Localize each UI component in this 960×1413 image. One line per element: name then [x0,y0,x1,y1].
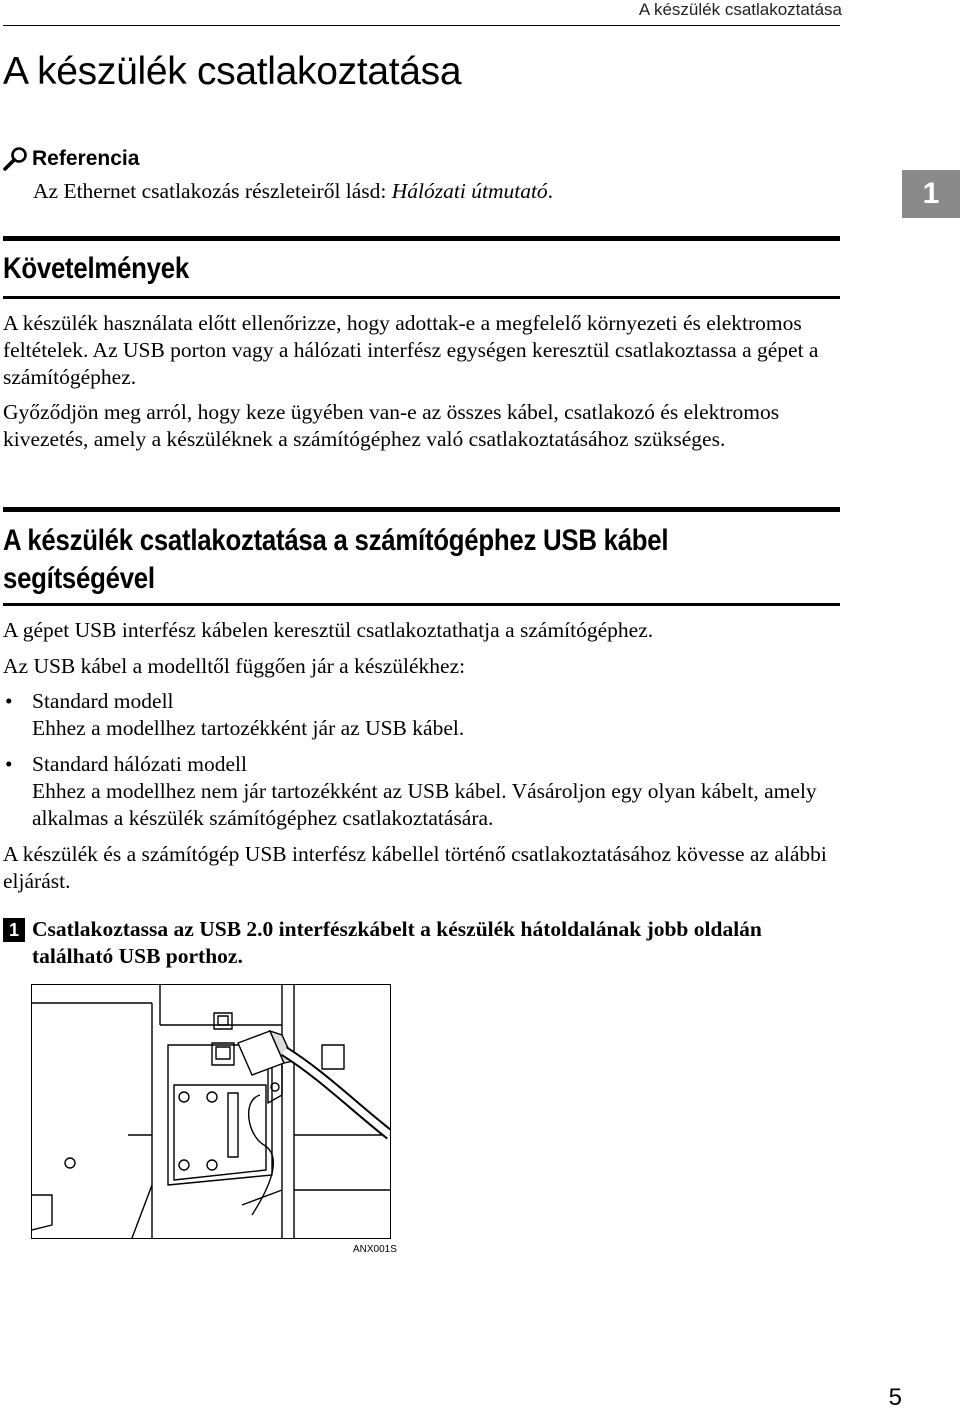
section1-heading: Követelmények [3,252,189,285]
bullet-dot: • [5,689,13,713]
section2-heading-line2: segítségével [3,562,155,595]
list-item-title: Standard hálózati modell [32,752,247,776]
magnifier-icon [3,146,29,172]
page-number: 5 [888,1384,902,1411]
step-text: Csatlakoztassa az USB 2.0 interfészkábelt a készülék hátoldalának jobb oldalán található USB porthoz. [32,917,762,968]
section1-bottom-rule [3,296,840,299]
list-item-title: Standard modell [32,689,174,713]
section2-paragraph-2: Az USB kábel a modelltől függően jár a készülékhez: [3,654,466,678]
section2-top-rule [3,507,840,512]
section2-bottom-rule [3,603,840,606]
bullet-dot: • [5,752,13,776]
list-item [3,751,848,832]
section2-paragraph-1: A gépet USB interfész kábelen keresztül csatlakoztathatja a számítógéphez. [3,618,654,642]
reference-text [33,179,553,204]
section2-heading [3,522,668,598]
list-item-text: Ehhez a modellhez tartozékként jár az USB kábel. [32,716,465,740]
reference-header [3,146,139,172]
list-item-text: Ehhez a modellhez nem jár tartozékként az USB kábel. Vásároljon egy olyan kábelt, amely alkalmas a készülék számítógéphez csatlakoztatására. [32,779,817,830]
step-number-badge: 1 [3,918,25,942]
section1-paragraph-2: Győződjön meg arról, hogy keze ügyében van-e az összes kábel, csatlakozó és elektromos kivezetés, amely a készüléknek a számítógéphez való csatlakoztatásához szükséges. [3,400,780,451]
section2-paragraph-3: A készülék és a számítógép USB interfész kábellel történő csatlakoztatásához kövesse az alábbi eljárást. [3,842,827,893]
reference-block [3,146,554,203]
header-rule [3,25,840,26]
running-header: A készülék csatlakoztatása [638,0,842,19]
section2-heading-line1: A készülék csatlakoztatása a számítógéphez USB kábel [3,524,669,557]
page-title: A készülék csatlakoztatása [3,50,462,93]
chapter-tab: 1 [902,170,960,218]
section1-top-rule [3,236,840,241]
figure-label: ANX001S [353,1244,397,1255]
reference-title: Referencia [32,147,140,170]
reference-link[interactable]: Hálózati útmutató [391,179,548,203]
reference-text-suffix: . [547,179,554,203]
usb-connection-figure [31,984,391,1239]
reference-text-prefix: Az Ethernet csatlakozás részleteiről lásd: [33,179,392,203]
step-1 [3,916,848,970]
section1-paragraph-1: A készülék használata előtt ellenőrizze, hogy adottak-e a megfelelő környezeti és elektromos feltételek. Az USB porton vagy a hálózati interfész egységen keresztül csatlakoztassa a gépet a számítógéphez. [3,311,819,389]
printer-usb-port-illustration [32,985,390,1238]
list-item [3,688,848,742]
